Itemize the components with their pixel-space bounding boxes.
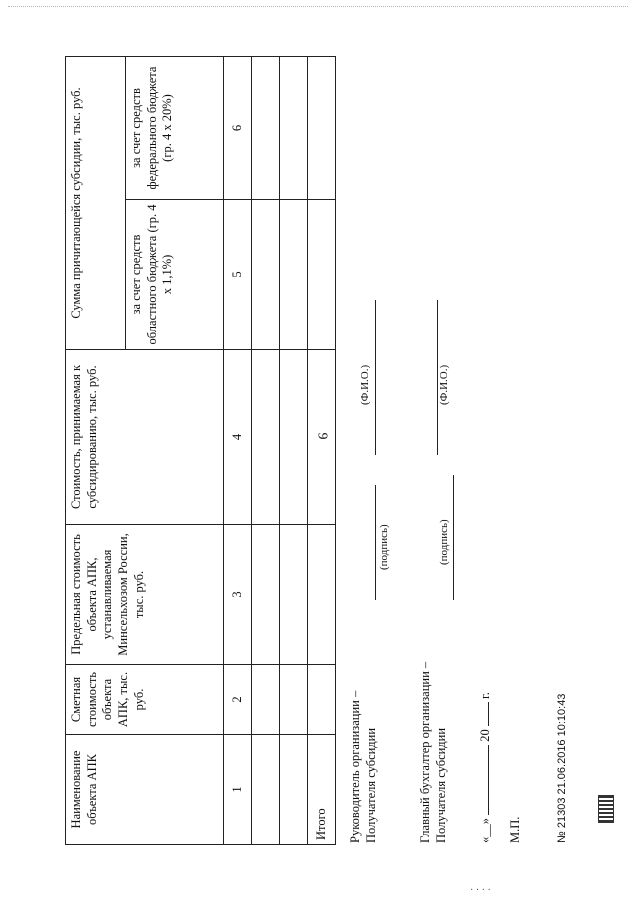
header-max-cost: Предельная стоимость объекта АПК, устанавливаемая Минсельхозом России, тыс. руб.: [66, 525, 224, 665]
rotated-content: [65, 57, 625, 845]
table-row: [252, 57, 280, 845]
head-fio-line: [375, 300, 376, 455]
header-object-name: Наименование объекта АПК: [66, 735, 224, 845]
chief-fio-caption: (Ф.И.О.): [438, 364, 450, 405]
registration-stamp: № 21303 21.06.2016 10:10:43: [556, 693, 568, 843]
header-regional-budget: за счет средств областного бюджета (гр. 4 х 1,1%): [126, 200, 224, 350]
chief-sign-caption: (подпись): [438, 519, 450, 565]
col-number-2: 2: [224, 665, 252, 735]
header-estimated-cost: Сметная стоимость объекта АПК, тыс. руб.: [66, 665, 224, 735]
col-number-1: 1: [224, 735, 252, 845]
total-label: Итого: [308, 735, 336, 845]
header-federal-budget: за счет средств федерального бюджета (гр. 4 х 20%): [126, 57, 224, 200]
subsidy-table: [65, 56, 336, 845]
col-number-6: 6: [224, 57, 252, 200]
col-number-5: 5: [224, 200, 252, 350]
table-row: [280, 57, 308, 845]
header-subsidy-group: Сумма причитающейся субсидии, тыс. руб.: [66, 57, 126, 350]
chief-signature-line: [453, 475, 454, 600]
page-number: 9: [314, 432, 330, 440]
top-dotted-edge: [8, 6, 628, 9]
chief-signature-label: Главный бухгалтер организации – Получателя субсидии: [418, 661, 449, 843]
scan-specks: · · · ·: [470, 885, 491, 896]
head-signature-label: Руководитель организации – Получателя субсидии: [348, 690, 379, 843]
col-number-4: 4: [224, 350, 252, 525]
archive-logo: [598, 795, 614, 823]
head-sign-caption: (подпись): [378, 524, 390, 570]
col-number-3: 3: [224, 525, 252, 665]
header-accepted-cost: Стоимость, принимаемая к субсидированию, тыс. руб.: [66, 350, 224, 525]
date-line: «__» 20 г.: [478, 692, 492, 843]
seal-mark: М.П.: [508, 816, 522, 843]
total-row: [308, 57, 336, 845]
head-signature-line: [375, 485, 376, 600]
head-fio-caption: (Ф.И.О.): [359, 364, 371, 405]
